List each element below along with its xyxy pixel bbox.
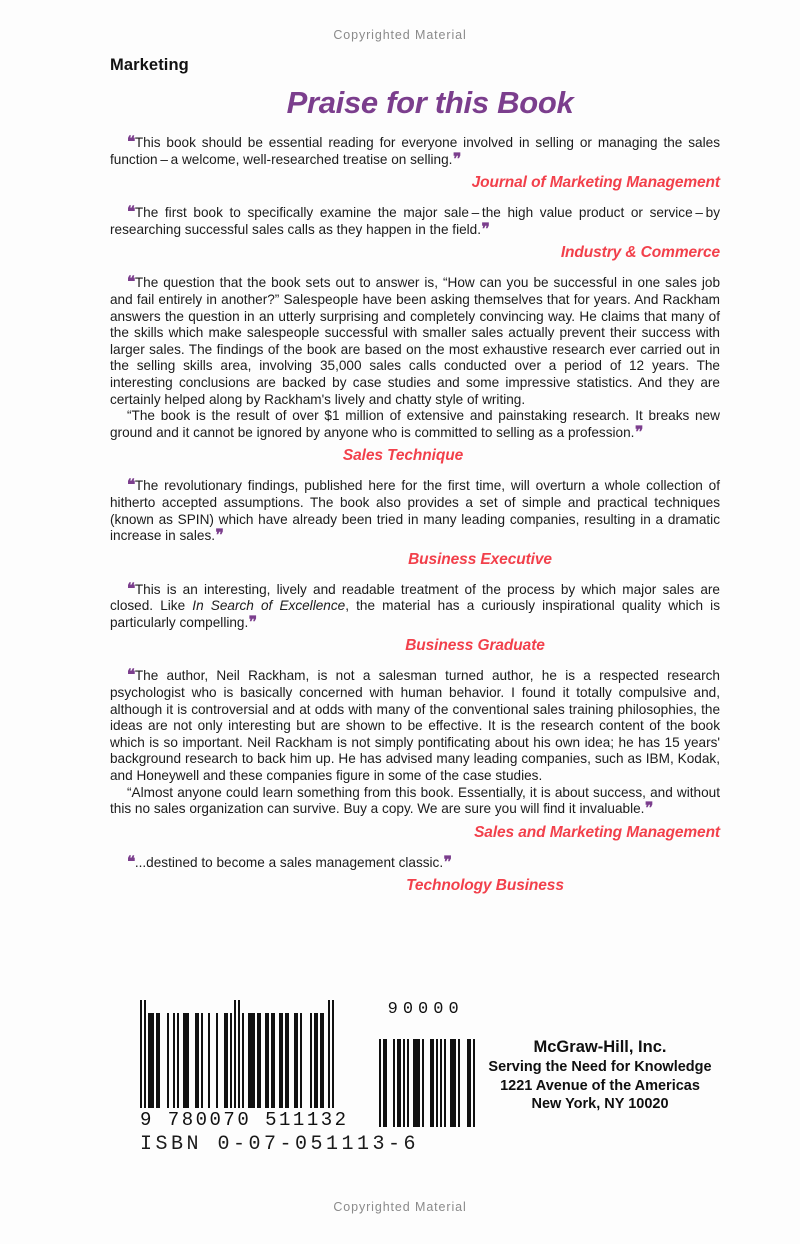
review-attribution: Technology Business bbox=[406, 877, 564, 895]
close-quote-icon: ❞ bbox=[644, 800, 653, 818]
review-quote-block bbox=[110, 135, 720, 192]
close-quote-icon: ❞ bbox=[452, 150, 461, 168]
review-quote-block bbox=[110, 582, 720, 656]
open-quote-icon: ❝ bbox=[127, 274, 135, 292]
publisher-block bbox=[440, 1037, 760, 1114]
review-quote-text: ❝This book should be essential reading for everyone involved in selling or managing the sales function – a welcome, well-researched treatise on selling.❞ bbox=[110, 134, 720, 168]
page-title: Praise for this Book bbox=[286, 85, 574, 120]
copyrighted-material-bottom: Copyrighted Material bbox=[333, 1200, 467, 1214]
publisher-tagline: Serving the Need for Knowledge bbox=[488, 1059, 712, 1075]
open-quote-icon: ❝ bbox=[127, 204, 135, 222]
referenced-book-title: In Search of Excellence bbox=[192, 598, 346, 614]
publisher-name: McGraw-Hill, Inc. bbox=[533, 1038, 667, 1056]
review-quote-text: ❝The author, Neil Rackham, is not a salesman turned author, he is a respected research psychologist who is basically concerned with human behavior. I found it totally compulsive and, although it is controversial and at odds with many of the conventional sales training philosophies, the ideas are not only interesting but are shown to be effective. It is the research content of the book which is so important. Neil Rackham is not simply pontificating about his own idea; he has 15 years' background research to back him up. He has advised many leading companies, such as IBM, Kodak, and Honeywell and these companies figure in some of the case studies. bbox=[110, 667, 720, 784]
review-attribution: Sales Technique bbox=[342, 447, 464, 465]
review-quote-block bbox=[110, 275, 720, 465]
review-quote-text: ❝The first book to specifically examine the major sale – the high value product or service – by researching successful sales calls as they happen in the field.❞ bbox=[110, 204, 720, 238]
barcode-supplement-digits: 90000 bbox=[387, 1000, 464, 1019]
review-quote-block bbox=[110, 855, 720, 896]
review-quote-block bbox=[110, 668, 720, 841]
subject-category-label: Marketing bbox=[110, 56, 189, 74]
barcode-area bbox=[140, 1000, 475, 1131]
review-quote-text: ❝This is an interesting, lively and readable treatment of the process by which major sales are closed. Like In Search of Excellence, the material has a curiously inspirational quality which is particularly compelling.❞ bbox=[110, 580, 720, 631]
close-quote-icon: ❞ bbox=[443, 853, 451, 871]
publisher-street: 1221 Avenue of the Americas bbox=[500, 1077, 700, 1094]
close-quote-icon: ❞ bbox=[481, 220, 489, 238]
barcode-bar bbox=[302, 1013, 310, 1108]
open-quote-icon: ❝ bbox=[127, 134, 135, 151]
isbn-text: ISBN 0-07-051113-6 bbox=[140, 1133, 420, 1156]
close-quote-icon: ❞ bbox=[634, 423, 643, 441]
publisher-city: New York, NY 10020 bbox=[531, 1096, 669, 1112]
ean13-barcode bbox=[140, 1000, 349, 1131]
barcode-bars-main bbox=[140, 1000, 349, 1108]
review-attribution: Industry & Commerce bbox=[560, 244, 720, 262]
review-quote-text: ❝The question that the book sets out to answer is, “How can you be successful in one sales job and fail entirely in another?” Salespeople have been asking themselves that for years. And Rackham answers the question in an utterly surprising and completely convincing way. He claims that many of the skills which make salespeople successful with smaller sales actually prevent their success with larger sales. The findings of the book are based on the most exhaustive research ever carried out in the selling skills area, involving 35,000 sales calls conducted over a period of 12 years. The interesting conclusions are backed by case studies and some impressive statistics. And they are certainly helped along by Rackham's lively and chatty style of writing. bbox=[110, 274, 720, 407]
review-attribution: Business Executive bbox=[408, 550, 552, 568]
close-quote-icon: ❞ bbox=[248, 613, 257, 631]
open-quote-icon: ❝ bbox=[127, 477, 135, 495]
open-quote-icon: ❝ bbox=[127, 580, 135, 598]
barcode-bar bbox=[332, 1000, 334, 1108]
review-quote-block bbox=[110, 478, 720, 568]
review-quote-text: “The book is the result of over $1 million of extensive and painstaking research. It breaks new ground and it cannot be ignored by anyone who is committed to selling as a profession.❞ bbox=[110, 408, 720, 441]
review-attribution: Journal of Marketing Management bbox=[471, 174, 720, 192]
open-quote-icon: ❝ bbox=[127, 853, 135, 871]
barcode-digits: 9 780070 511132 bbox=[140, 1109, 349, 1131]
open-quote-icon: ❝ bbox=[127, 667, 135, 685]
review-quote-text: “Almost anyone could learn something from this book. Essentially, it is about success, and without this no sales organization can survive. Buy a copy. We are sure you will find it invaluable.❞ bbox=[110, 784, 720, 818]
copyrighted-material-top: Copyrighted Material bbox=[333, 28, 467, 42]
content-column bbox=[110, 56, 720, 908]
review-quote-block bbox=[110, 205, 720, 262]
review-attribution: Sales and Marketing Management bbox=[474, 823, 720, 841]
cover-footer bbox=[0, 995, 800, 1175]
close-quote-icon: ❞ bbox=[215, 527, 223, 545]
review-quote-text: ❝The revolutionary findings, published here for the first time, will overturn a whole collection of hitherto accepted assumptions. The book also provides a set of simple and practical techniques (known as SPIN) which have already been tried in many leading companies, resulting in a dramatic increase in sales.❞ bbox=[110, 477, 720, 545]
review-attribution: Business Graduate bbox=[405, 637, 545, 655]
review-quote-text: ❝...destined to become a sales management classic.❞ bbox=[127, 853, 451, 871]
reviews-list bbox=[110, 135, 720, 895]
